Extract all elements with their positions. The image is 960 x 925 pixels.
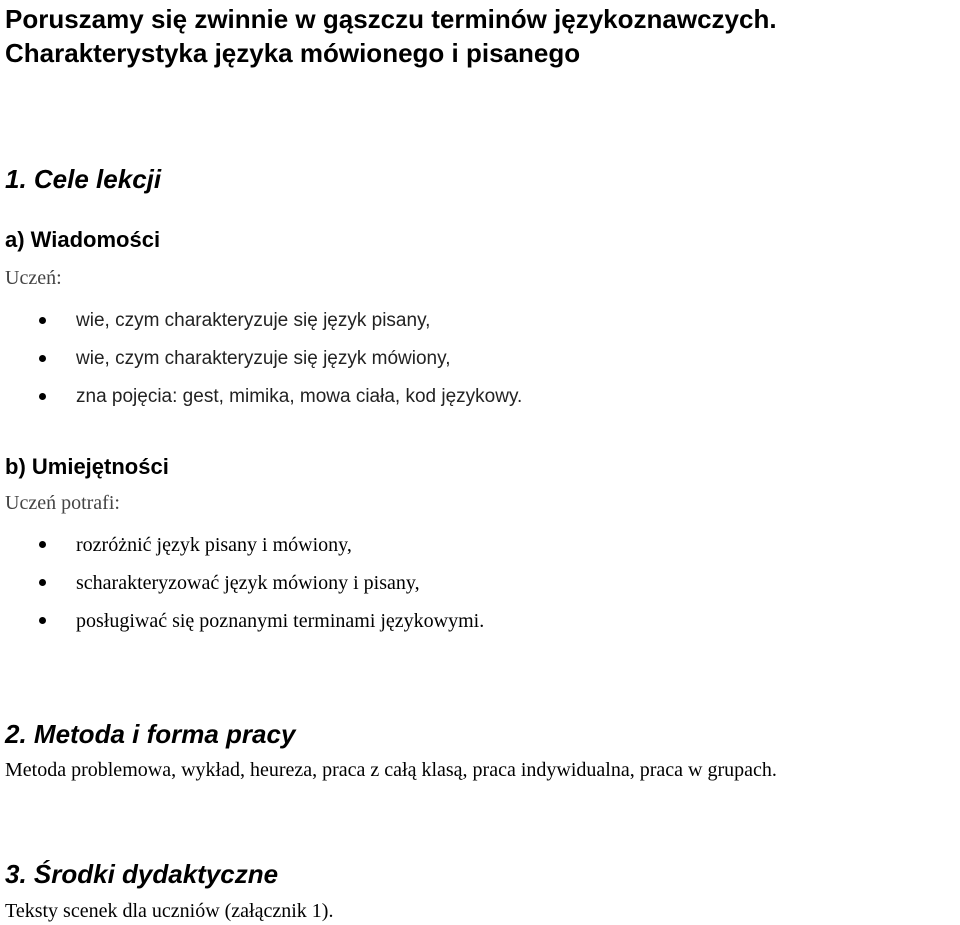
knowledge-lead: Uczeń:: [5, 267, 62, 289]
skills-list: [35, 532, 484, 646]
knowledge-heading: a) Wiadomości: [5, 227, 161, 252]
list-item: rozróżnić język pisany i mówiony,: [35, 532, 484, 570]
list-item: scharakteryzować język mówiony i pisany,: [35, 570, 484, 608]
section-3-heading: 3. Środki dydaktyczne: [5, 859, 279, 889]
list-item: posługiwać się poznanymi terminami językowymi.: [35, 608, 484, 646]
document-title-line-1: Poruszamy się zwinnie w gąszczu terminów językoznawczych.: [5, 4, 777, 34]
section-2-heading: 2. Metoda i forma pracy: [5, 719, 296, 749]
list-item: wie, czym charakteryzuje się język pisany,: [35, 308, 522, 346]
section-3-text: Teksty scenek dla uczniów (załącznik 1).: [5, 900, 334, 922]
list-item: zna pojęcia: gest, mimika, mowa ciała, kod językowy.: [35, 384, 522, 422]
list-item: wie, czym charakteryzuje się język mówiony,: [35, 346, 522, 384]
knowledge-list: [35, 308, 522, 422]
section-1-heading: 1. Cele lekcji: [5, 164, 162, 194]
skills-heading: b) Umiejętności: [5, 454, 169, 479]
document-title-line-2: Charakterystyka języka mówionego i pisanego: [5, 38, 581, 68]
skills-lead: Uczeń potrafi:: [5, 492, 120, 514]
section-2-text: Metoda problemowa, wykład, heureza, praca z całą klasą, praca indywidualna, praca w grupach.: [5, 759, 777, 781]
